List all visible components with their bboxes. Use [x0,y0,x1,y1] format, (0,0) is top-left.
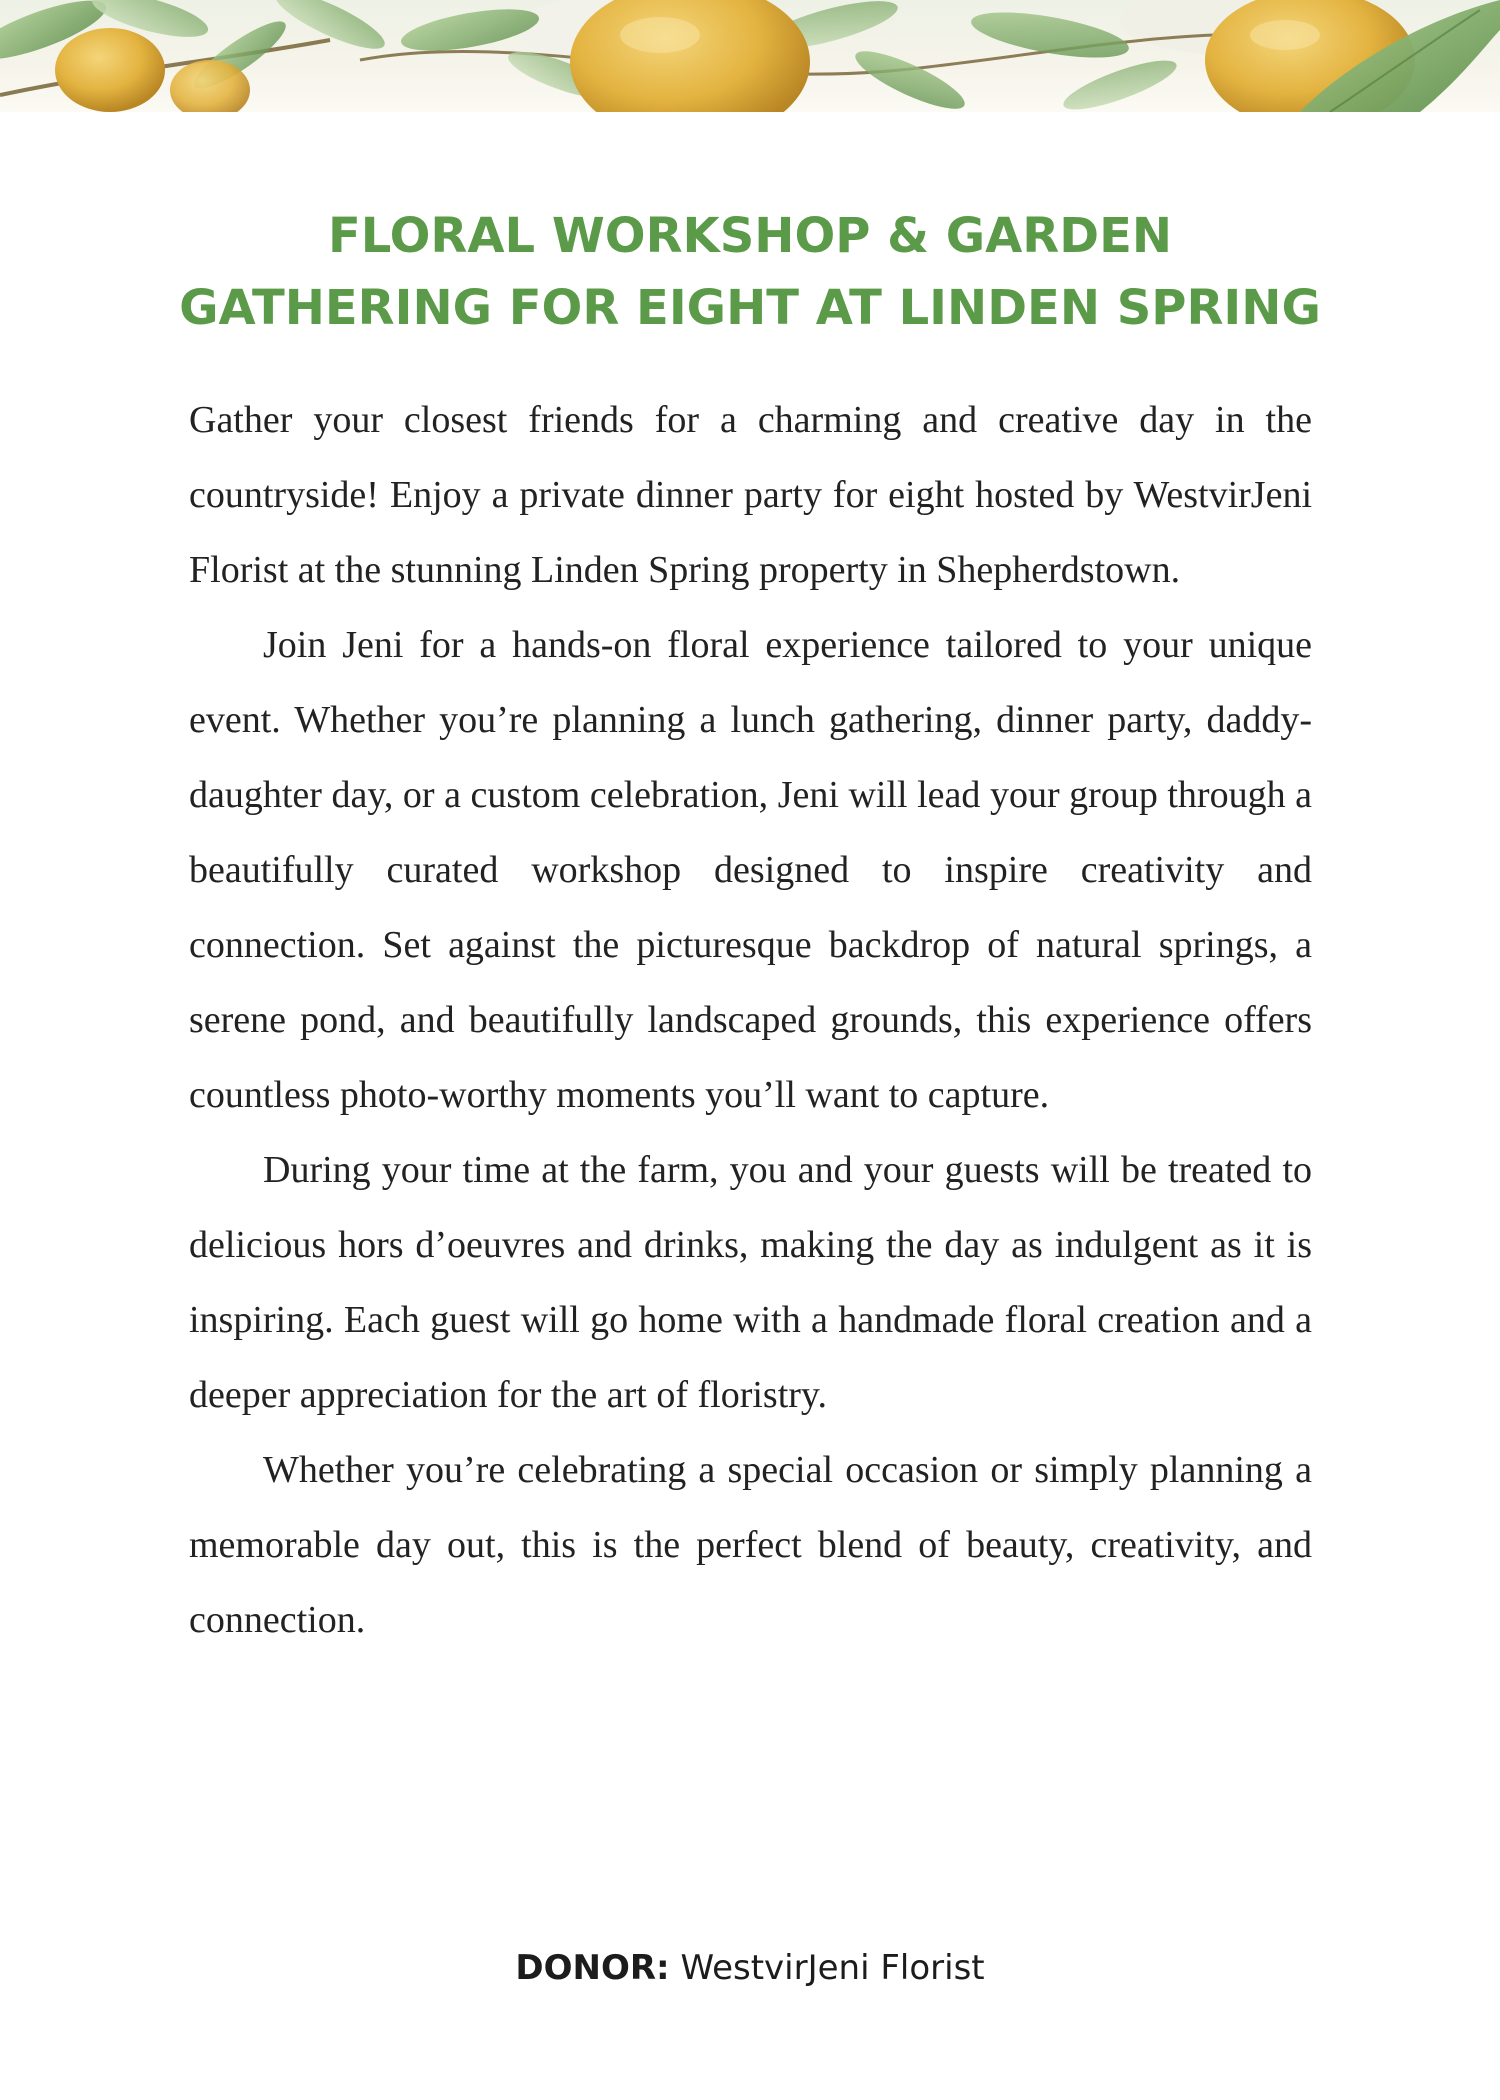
lemon-branch-watercolor-icon [0,0,1500,112]
paragraph-intro: Gather your closest friends for a charming and creative day in the countryside! Enjoy a private dinner party for eight hosted by WestvirJeni Florist at the stunning Linden Spring property in Shepherdstown. [189,399,1312,591]
donor-name: WestvirJeni Florist [680,1948,985,1988]
donor-label: DONOR: [515,1948,670,1988]
lemon-branch-banner [0,0,1500,112]
paragraph-workshop: Join Jeni for a hands-on floral experience tailored to your unique event. Whether you’re planning a lunch gathering, dinner party, daddy-daughter day, or a custom celebration, Jeni will lead your group through a beautifully curated workshop designed to inspire creativity and connection. Set against the picturesque backdrop of natural springs, a serene pond, and beautifully landscaped grounds, this experience offers countless photo-worthy moments you’ll want to capture. [189,624,1312,1116]
paragraph-farm: During your time at the farm, you and your guests will be treated to delicious hors d’oeuvres and drinks, making the day as indulgent as it is inspiring. Each guest will go home with a handmade floral creation and a deeper appreciation for the art of floristry. [189,1149,1312,1416]
title-line-2: GATHERING FOR EIGHT AT LINDEN SPRING [179,280,1321,336]
donor-credit [0,1938,1500,1998]
title-line-1: FLORAL WORKSHOP & GARDEN [327,208,1173,264]
page-title [0,200,1500,344]
paragraph-closing: Whether you’re celebrating a special occasion or simply planning a memorable day out, this is the perfect blend of beauty, creativity, and connection. [189,1449,1312,1641]
description-body [189,383,1312,1658]
